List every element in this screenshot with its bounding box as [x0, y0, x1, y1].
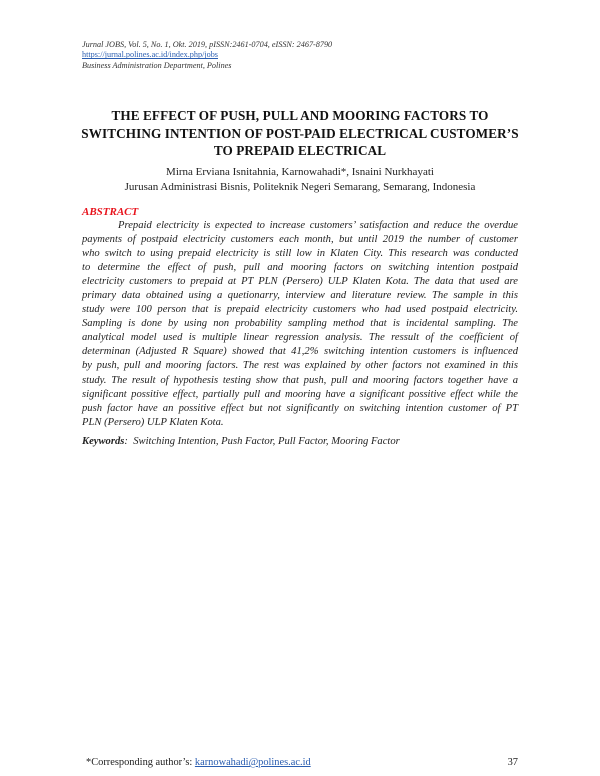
page-footer	[86, 757, 518, 768]
keywords-values: Switching Intention, Push Factor, Pull Factor, Mooring Factor	[133, 436, 400, 447]
author-block	[60, 165, 540, 195]
abstract-line: payments of postpaid electricity customers each month, but until 2019 the number of customer	[82, 234, 518, 246]
keywords-line	[82, 436, 400, 447]
title-line: TO PREPAID ELECTRICAL	[213, 143, 387, 159]
abstract-body	[82, 219, 518, 430]
abstract-line: Prepaid electricity is expected to increase customers’ satisfaction and reduce the overdue	[118, 220, 518, 231]
title-line: SWITCHING INTENTION OF POST-PAID ELECTRICAL CUSTOMER’S	[81, 125, 519, 141]
title-line: THE EFFECT OF PUSH, PULL AND MOORING FACTORS TO	[111, 108, 489, 123]
journal-header	[82, 40, 332, 71]
abstract-line: study were 100 person that is prepaid electricity customers who had used postpaid electricity.	[82, 304, 518, 316]
paper-title	[60, 107, 540, 160]
keywords-label: Keywords	[82, 436, 125, 447]
author-names: Mirna Erviana Isnitahnia, Karnowahadi*, Isnaini Nurkhayati	[166, 166, 434, 178]
abstract-line: study. The result of hypothesis testing show that push, pull and mooring factors together have a	[82, 374, 518, 386]
journal-citation: Jurnal JOBS, Vol. 5, No. 1, Okt. 2019, pISSN:2461-0704, eISSN: 2467-8790	[82, 40, 333, 49]
keywords-separator: :	[124, 436, 128, 447]
page-number: 37	[507, 757, 518, 768]
abstract-line: PLN (Persero) ULP Klaten Kota.	[82, 416, 224, 428]
corresponding-email-link[interactable]: karnowahadi@polines.ac.id	[194, 757, 311, 768]
abstract-line: push factor have an possitive effect but not significantly on switching intention customer of PT	[82, 402, 518, 414]
department-line: Business Administration Department, Polines	[82, 60, 232, 70]
abstract-line: by push, pull and mooring factors. The rest was explained by other factors not examined in this	[82, 360, 518, 372]
abstract-line: electricity customers to prepaid at PT PLN (Persero) ULP Klaten Kota. The data that used are	[82, 276, 518, 288]
abstract-line: primary data obtained using a quetionarry, interview and literature review. The sample in this	[82, 290, 518, 302]
abstract-line: analytical model used is multiple linear regression analysis. The ressult of the coefficient of	[82, 332, 518, 344]
author-affiliation: Jurusan Administrasi Bisnis, Politeknik Negeri Semarang, Semarang, Indonesia	[124, 181, 476, 193]
journal-url-link[interactable]: https://jurnal.polines.ac.id/index.php/jobs	[82, 50, 218, 60]
abstract-line: determinan (Adjusted R Square) showed that 41,2% switching intention customers is influenced	[82, 346, 518, 358]
corresponding-author-label: *Corresponding author’s:	[86, 757, 195, 768]
abstract-line: significant possitive effect, partially pull and mooring have a significant possitive effect while the	[82, 388, 518, 400]
abstract-line: who switch to using prepaid electricity is still low in Klaten City. This research was conducted	[82, 248, 518, 260]
abstract-line: Sampling is done by using non probability sampling method that is incidental sampling. The	[82, 318, 518, 330]
abstract-heading: ABSTRACT	[82, 206, 139, 218]
abstract-line: to determine the effect of push, pull and mooring factors on switching intention postpaid	[82, 262, 518, 274]
